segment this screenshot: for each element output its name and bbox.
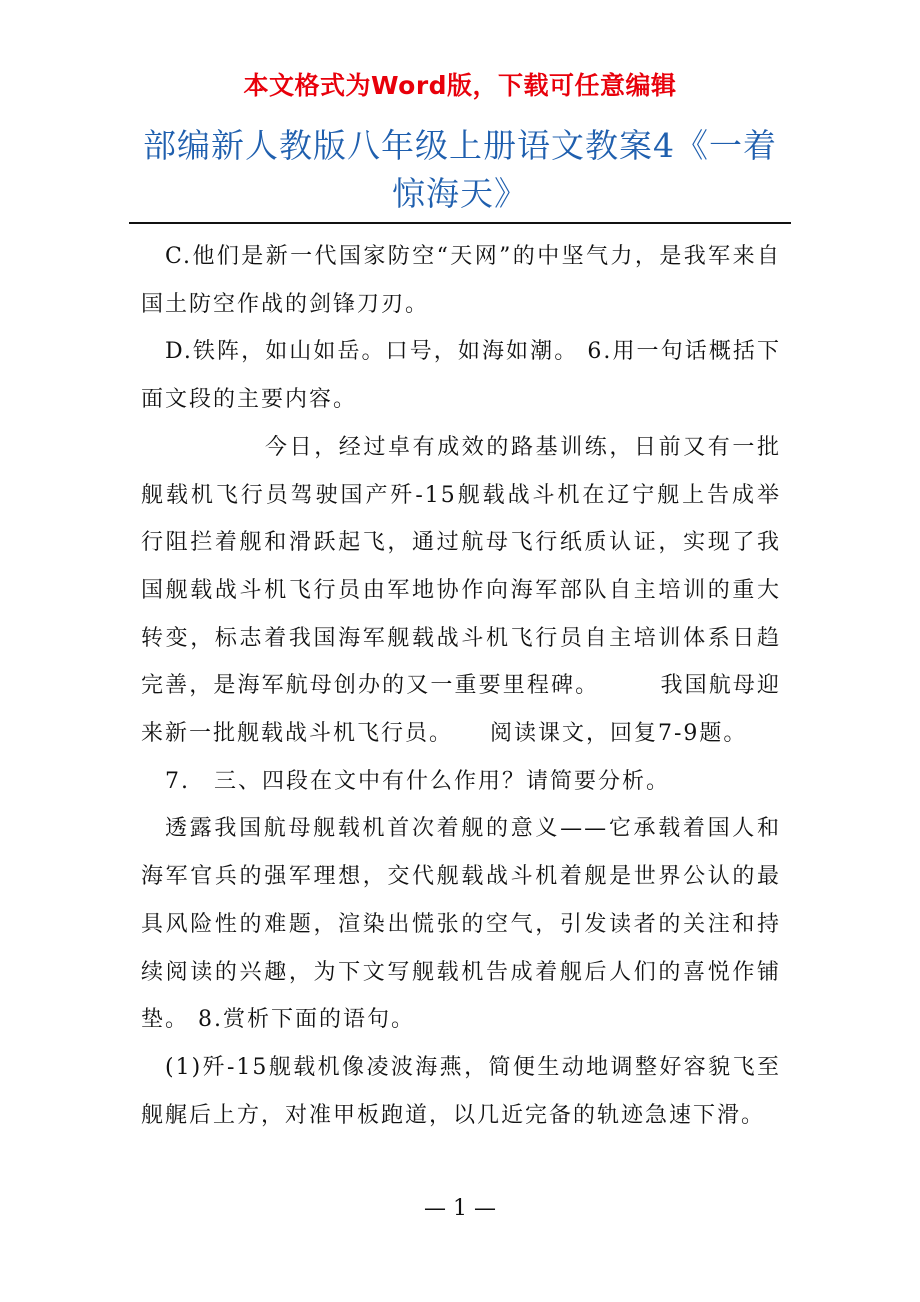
paragraph-answer-7: 透露我国航母舰载机首次着舰的意义——它承载着国人和海军官兵的强军理想，交代舰载战斗机着舰是世界公认的最具风险性的难题，渲染出慌张的空气，引发读者的关注和持续阅读的兴趣，为下文写舰载机告成着舰后人们的喜悦作铺垫。 8.赏析下面的语句。 [141,816,781,1033]
paragraph-question-8-1: (1)歼-15舰载机像凌波海燕，简便生动地调整好容貌飞至舰艉后上方，对准甲板跑道，以几近完备的轨迹急速下滑。 [141,1054,781,1128]
document-body [141,233,781,1139]
format-notice: 本文格式为Word版，下载可任意编辑 [243,71,677,100]
header-divider [129,222,791,224]
paragraph-option-d: D.铁阵，如山如岳。口号，如海如潮。 6.用一句话概括下面文段的主要内容。 [141,339,781,413]
paragraph-question-7: 7. 三、四段在文中有什么作用？请简要分析。 [165,768,670,794]
paragraph-news-excerpt: 今日，经过卓有成效的路基训练，日前又有一批舰载机飞行员驾驶国产歼-15舰载战斗机在辽宁舰上告成举行阻拦着舰和滑跃起飞，通过航母飞行纸质认证，实现了我国舰载战斗机飞行员由军地协作向海军部队自主培训的重大转变，标志着我国海军舰载战斗机飞行员自主培训体系日趋完善，是海军航母创办的又一重要里程碑。 我国航母迎来新一批舰载战斗机飞行员。 阅读课文，回复7-9题。 [141,434,781,747]
paragraph-option-c: C.他们是新一代国家防空“天网”的中坚气力，是我军来自国土防空作战的剑锋刀刃。 [141,244,781,317]
page-number: — 1 — [424,1196,496,1221]
document-title: 部编新人教版八年级上册语文教案4《一着惊海天》 [143,126,777,213]
